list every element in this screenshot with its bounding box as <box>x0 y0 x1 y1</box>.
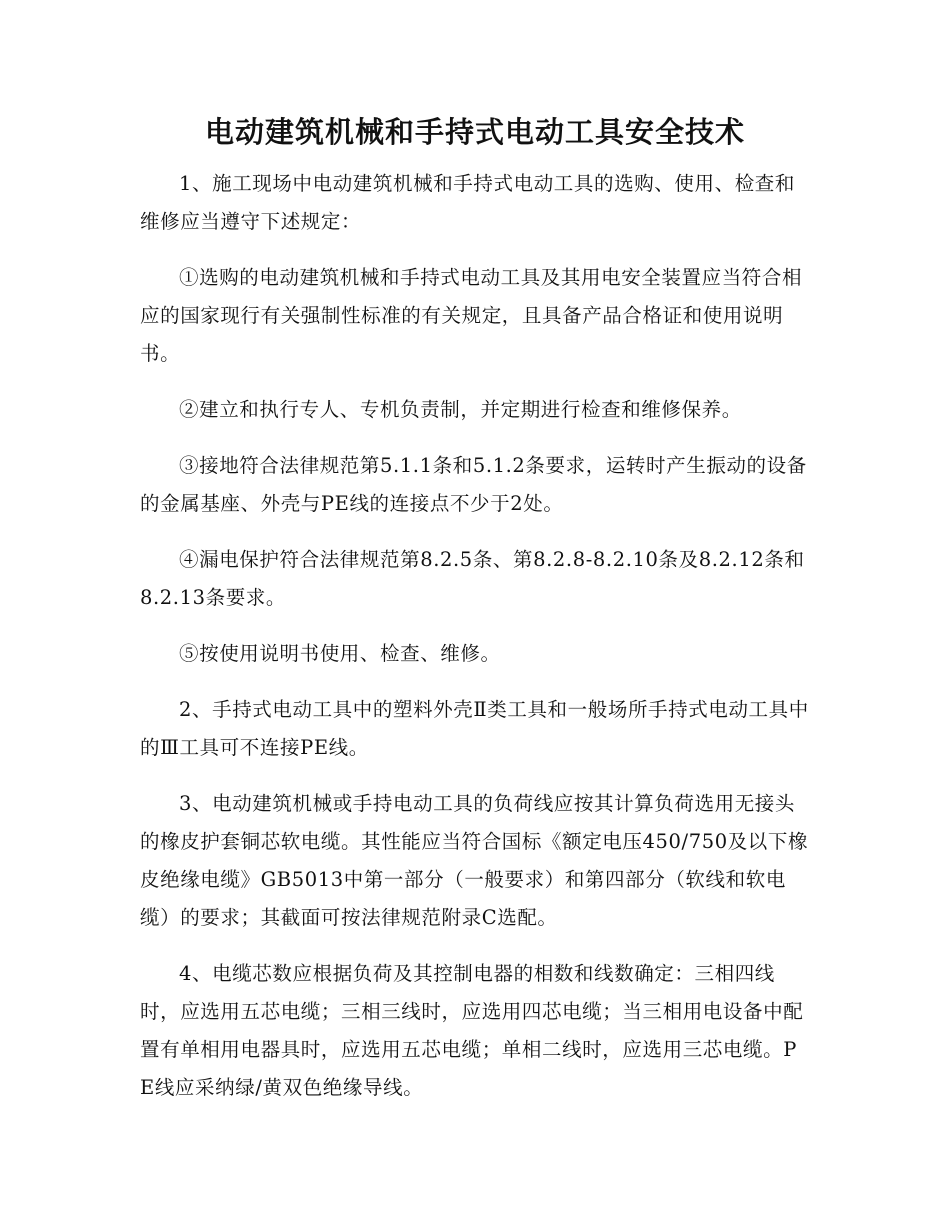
paragraph-3: 3、电动建筑机械或手持电动工具的负荷线应按其计算负荷选用无接头的橡皮护套铜芯软电缆。其性能应当符合国标《额定电压450/750及以下橡皮绝缘电缆》GB5013中第一部分（一般要求）和第四部分（软线和软电缆）的要求；其截面可按法律规范附录C选配。 <box>140 792 809 929</box>
paragraph-1-item-3: ③接地符合法律规范第5.1.1条和5.1.2条要求，运转时产生振动的设备的金属基座、外壳与PE线的连接点不少于2处。 <box>140 454 807 515</box>
paragraph-1-item-5: ⑤按使用说明书使用、检查、维修。 <box>179 642 501 665</box>
paragraph-1-item-2: ②建立和执行专人、专机负责制，并定期进行检查和维修保养。 <box>179 398 742 421</box>
paragraph-4: 4、电缆芯数应根据负荷及其控制电器的相数和线数确定：三相四线时，应选用五芯电缆；三相三线时，应选用四芯电缆；当三相用电设备中配置有单相用电器具时，应选用五芯电缆；单相二线时，应选用三芯电缆。PE线应采纳绿/黄双色绝缘导线。 <box>140 962 804 1099</box>
paragraph-1-item-4: ④漏电保护符合法律规范第8.2.5条、第8.2.8-8.2.10条及8.2.12条和8.2.13条要求。 <box>140 548 805 609</box>
paragraph-1-item-1: ①选购的电动建筑机械和手持式电动工具及其用电安全装置应当符合相应的国家现行有关强制性标准的有关规定，且具备产品合格证和使用说明书。 <box>140 266 803 365</box>
paragraph-2: 2、手持式电动工具中的塑料外壳Ⅱ类工具和一般场所手持式电动工具中的Ⅲ工具可不连接PE线。 <box>140 698 809 759</box>
document-title: 电动建筑机械和手持式电动工具安全技术 <box>204 115 745 149</box>
paragraph-1: 1、施工现场中电动建筑机械和手持式电动工具的选购、使用、检查和维修应当遵守下述规定： <box>140 172 796 233</box>
document-body <box>140 165 810 1125</box>
